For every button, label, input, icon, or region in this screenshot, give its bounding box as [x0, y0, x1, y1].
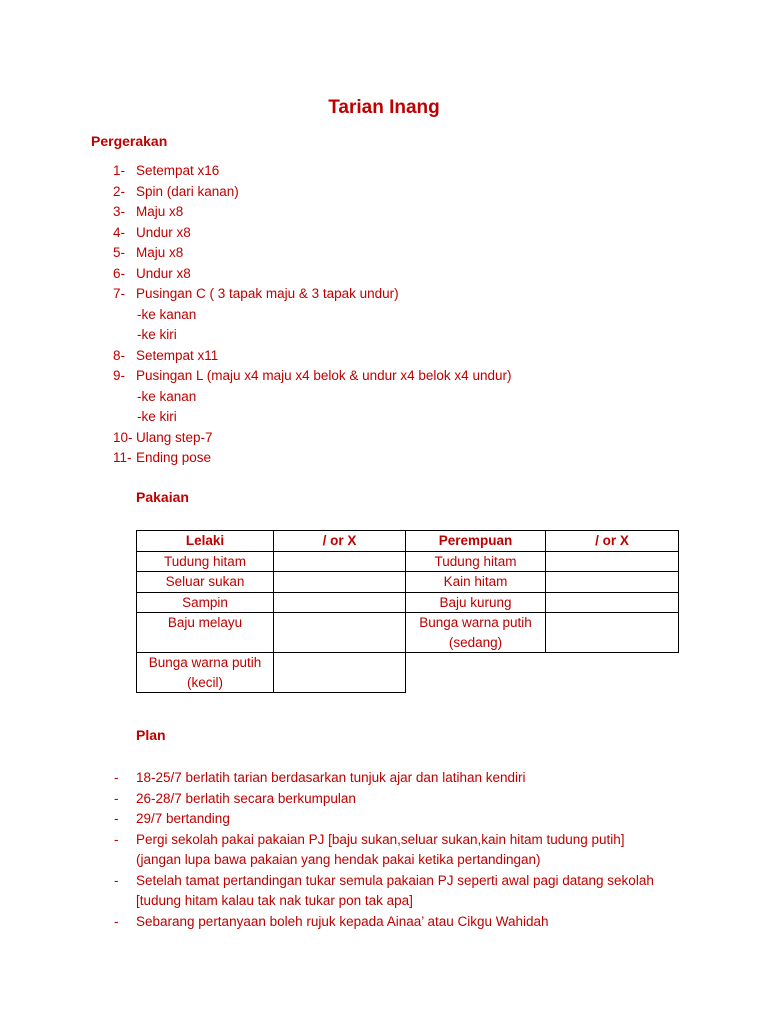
step-text: Undur x8 [136, 265, 191, 281]
step-text: Spin (dari kanan) [136, 183, 239, 199]
step-number: 2- [113, 183, 126, 199]
step-text: Ending pose [136, 450, 212, 465]
step-text: Setempat x11 [136, 347, 219, 363]
step-number: 8- [113, 347, 126, 363]
table-row [137, 551, 679, 572]
list-item [113, 223, 196, 244]
step-text: Maju x8 [136, 245, 184, 260]
perempuan-item: Tudung hitam [406, 551, 546, 572]
step-sub-item: -ke kanan [137, 306, 197, 322]
bullet-dash: - [114, 770, 119, 785]
header-check-perempuan: / or X [546, 531, 679, 552]
bullet-dash: - [114, 811, 119, 826]
step-sub-item: -ke kiri [137, 409, 177, 424]
lelaki-check-cell[interactable] [274, 592, 406, 613]
perempuan-check-cell[interactable] [546, 572, 679, 593]
perempuan-check-cell[interactable] [546, 551, 679, 572]
table-row [137, 613, 679, 653]
plan-text: 18-25/7 berlatih tarian berdasarkan tunjuk ajar dan latihan kendiri [136, 770, 526, 785]
lelaki-check-cell[interactable] [274, 572, 406, 593]
pakaian-table [136, 530, 679, 693]
plan-text: Sebarang pertanyaan boleh rujuk kepada Ainaa’ atau Cikgu Wahidah [136, 913, 549, 929]
table-header-row [137, 531, 679, 552]
step-number: 10- [113, 429, 133, 445]
step-number: 11- [113, 450, 132, 465]
lelaki-item: Bunga warna putih (kecil) [137, 653, 274, 693]
perempuan-check-cell[interactable] [546, 592, 679, 613]
lelaki-check-cell[interactable] [274, 551, 406, 572]
header-check-lelaki: / or X [274, 531, 406, 552]
step-sub-item: -ke kiri [137, 327, 177, 342]
steps-list [113, 161, 512, 469]
pergerakan-heading: Pergerakan [91, 133, 168, 149]
step-number: 3- [113, 204, 126, 219]
table-row [137, 592, 679, 613]
list-item [113, 202, 196, 223]
perempuan-check-cell[interactable] [546, 613, 679, 653]
step-number: 1- [113, 163, 126, 178]
header-lelaki: Lelaki [137, 531, 274, 552]
step-text: Setempat x16 [136, 163, 220, 178]
plan-text: Pergi sekolah pakai pakaian PJ [baju sukan,seluar sukan,kain hitam tudung putih] [136, 831, 625, 847]
perempuan-item: Bunga warna putih (sedang) [406, 613, 546, 653]
list-item [113, 182, 239, 203]
list-item [113, 284, 399, 305]
lelaki-item: Baju melayu [137, 613, 274, 653]
plan-text: 26-28/7 berlatih secara berkumpulan [136, 790, 356, 806]
bullet-dash: - [114, 790, 119, 806]
plan-heading: Plan [136, 727, 166, 743]
list-item [113, 161, 220, 182]
perempuan-item: Baju kurung [406, 592, 546, 613]
list-item [113, 243, 196, 264]
document-title: Tarian Inang [328, 97, 440, 118]
step-number: 7- [113, 286, 126, 301]
plan-text: 29/7 bertanding [136, 811, 230, 826]
list-item [113, 346, 219, 367]
step-sub-item: -ke kanan [137, 388, 197, 404]
empty-cell [406, 653, 546, 693]
step-number: 6- [113, 265, 126, 281]
header-perempuan: Perempuan [406, 531, 546, 552]
step-text: Pusingan C ( 3 tapak maju & 3 tapak undur) [136, 286, 399, 301]
list-item [114, 871, 654, 912]
lelaki-item: Tudung hitam [137, 551, 274, 572]
pakaian-heading: Pakaian [136, 489, 189, 505]
bullet-dash: - [114, 872, 119, 888]
step-text: Undur x8 [136, 224, 191, 240]
step-number: 9- [113, 368, 126, 383]
plan-list [114, 768, 654, 932]
lelaki-check-cell[interactable] [274, 653, 406, 693]
bullet-dash: - [114, 913, 119, 929]
list-item [113, 264, 196, 285]
plan-text: Setelah tamat pertandingan tukar semula pakaian PJ seperti awal pagi datang sekolah [136, 872, 654, 888]
step-number: 4- [113, 224, 126, 240]
perempuan-item: Kain hitam [406, 572, 546, 593]
table-row [137, 572, 679, 593]
plan-text: [tudung hitam kalau tak nak tukar pon tak apa] [136, 893, 413, 908]
list-item [114, 789, 654, 810]
list-item [113, 428, 213, 449]
empty-cell [546, 653, 679, 693]
step-number: 5- [113, 245, 126, 260]
list-item [114, 768, 654, 789]
list-item [113, 366, 512, 387]
plan-text: (jangan lupa bawa pakaian yang hendak pakai ketika pertandingan) [136, 852, 541, 867]
step-text: Maju x8 [136, 204, 184, 219]
step-text: Ulang step-7 [136, 429, 213, 445]
lelaki-item: Seluar sukan [137, 572, 274, 593]
lelaki-item: Sampin [137, 592, 274, 613]
list-item [114, 830, 654, 871]
step-text: Pusingan L (maju x4 maju x4 belok & undur x4 belok x4 undur) [136, 368, 512, 383]
list-item [114, 809, 654, 830]
list-item [113, 448, 212, 469]
bullet-dash: - [114, 831, 119, 847]
list-item [114, 912, 654, 933]
lelaki-check-cell[interactable] [274, 613, 406, 653]
table-row [137, 653, 679, 693]
